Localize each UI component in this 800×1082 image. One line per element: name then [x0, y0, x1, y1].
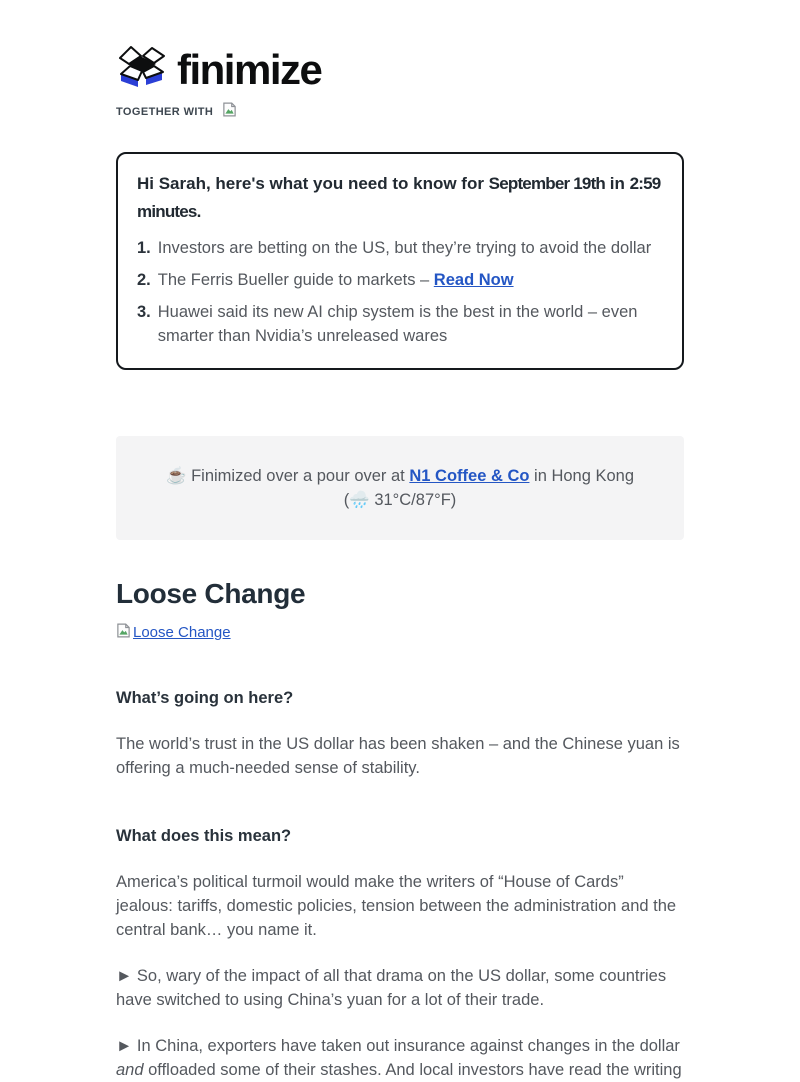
greeting [137, 170, 663, 226]
italic-and: and [116, 1061, 144, 1079]
sponsor-row [116, 102, 684, 122]
paragraph-4: ► In China, exporters have taken out insurance against changes in the dollar and offloaded some of their stashes. And local investors have read the writing [116, 1037, 682, 1079]
coffee-emoji: ☕ [165, 467, 187, 485]
image-alt-link[interactable]: Loose Change [133, 624, 231, 641]
daily-summary-box [116, 152, 684, 370]
greeting-read-time: 2:59 minutes. [137, 174, 661, 221]
item-text: Huawei said its new AI chip system is the best in the world – even smarter than Nvidia’s unreleased wares [157, 303, 638, 345]
paragraph-1: The world’s trust in the US dollar has been shaken – and the Chinese yuan is offering a much-needed sense of stability. [116, 735, 680, 777]
summary-item-2 [137, 268, 663, 292]
rain-cloud-emoji: 🌧️ [349, 491, 370, 509]
item-number: 1. [137, 239, 151, 257]
email-body [116, 0, 684, 1082]
location-box [116, 436, 684, 540]
paragraph-3: ► So, wary of the impact of all that drama on the US dollar, some countries have switched to using China’s yuan for a lot of their trade. [116, 967, 667, 1009]
greeting-mid: in [605, 174, 630, 193]
paragraph-2: America’s political turmoil would make the writers of “House of Cards” jealous: tariffs, domestic policies, tension between the administration and the central bank… you name it. [116, 873, 677, 939]
greeting-prefix: Hi Sarah, here's what you need to know for [137, 174, 489, 193]
together-with-label: TOGETHER WITH [116, 106, 214, 118]
broken-image-icon [116, 623, 131, 642]
article-title: Loose Change [116, 578, 306, 609]
question-heading-1: What’s going on here? [116, 689, 294, 707]
item-number: 2. [137, 271, 151, 289]
weather-text: 31°C/87°F) [369, 491, 457, 509]
sponsor-broken-image-icon[interactable] [222, 102, 237, 122]
location-text-prefix: Finimized over a pour over at [186, 467, 410, 485]
finimize-logo[interactable]: finimize [177, 45, 322, 93]
question-heading-2: What does this mean? [116, 827, 292, 845]
item-number: 3. [137, 303, 151, 321]
location-text-mid: in Hong Kong ( [343, 467, 635, 509]
summary-item-3 [137, 300, 663, 348]
summary-item-1 [137, 236, 663, 260]
item-text: Investors are betting on the US, but they’re trying to avoid the dollar [157, 239, 652, 257]
read-now-link[interactable]: Read Now [433, 271, 514, 289]
summary-list [137, 236, 663, 348]
article-hero-image-broken[interactable] [116, 623, 684, 642]
item-text: The Ferris Bueller guide to markets – Read Now [157, 271, 514, 289]
header [116, 44, 684, 95]
venue-link[interactable]: N1 Coffee & Co [409, 467, 530, 485]
finimize-logo-icon [116, 44, 168, 95]
greeting-date: September 19th [488, 174, 606, 193]
